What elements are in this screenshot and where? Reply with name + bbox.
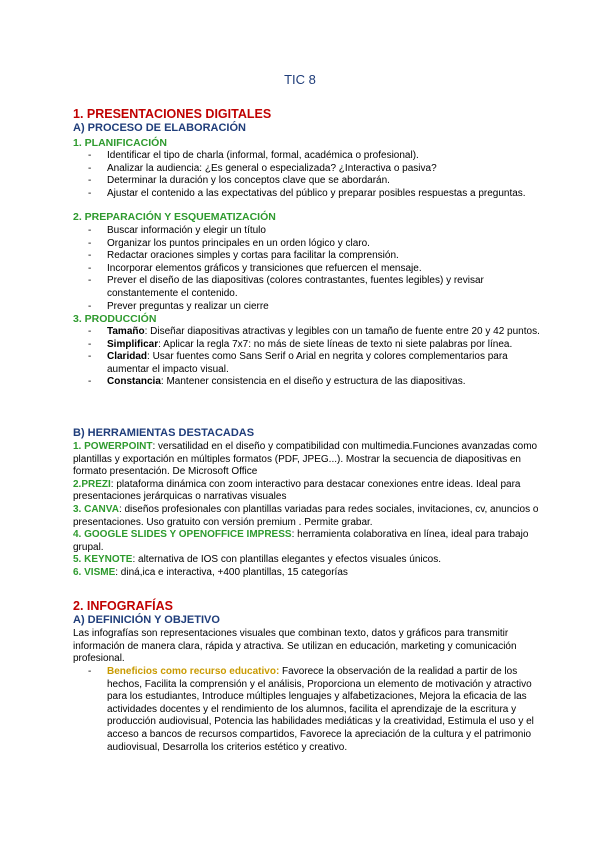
list-item: [88, 376, 540, 389]
list-item: - Determinar la duración y los conceptos clave que se abordarán.: [88, 175, 540, 188]
list-item: - Identificar el tipo de charla (informal, formal, académica o profesional).: [88, 150, 540, 163]
section-1a-heading: A) PROCESO DE ELABORACIÓN: [73, 122, 246, 134]
list-item: [88, 339, 540, 352]
term: Constancia: [107, 376, 161, 388]
tool-desc: : diseños profesionales con plantillas variadas para redes sociales, invitaciones, cv, anuncios o presentaciones. Uso gratuito con versión premium . Permite grabar.: [73, 503, 539, 528]
tools-list: [73, 441, 543, 580]
list-item: [88, 666, 540, 754]
tool-desc: : alternativa de IOS con plantillas elegantes y efectos visuales únicos.: [132, 554, 441, 566]
produccion-heading: 3. PRODUCCIÓN: [73, 313, 157, 325]
tool-desc: : versatilidad en el diseño y compatibilidad con multimedia.Funciones avanzadas como plantillas y exportación en múltiples formatos (PDF, JPEG...). Mostrar la secuencia de diapositivas en formato presentación. De Microsoft Office: [73, 441, 538, 478]
list-item: - Ajustar el contenido a las expectativas del público y preparar posibles respuestas a preguntas.: [88, 188, 540, 201]
list-item: [88, 326, 540, 339]
tool-desc: : herramienta colaborativa en línea, ideal para trabajo grupal.: [73, 529, 529, 553]
tool-item: [73, 504, 543, 529]
term: Claridad: [107, 351, 148, 363]
infografias-intro: Las infografías son representaciones visuales que combinan texto, datos y gráficos para transmitir información de manera clara, rápida y atractiva. Se utilizan en educación, marketing y comunicación profesional.: [73, 628, 517, 665]
benefit-term: Beneficios como recurso educativo:: [107, 666, 280, 677]
tool-name: 1. POWERPOINT: [73, 441, 153, 452]
term-desc: : Aplicar la regla 7x7: no más de siete líneas de texto ni siete palabras por línea.: [158, 338, 513, 350]
section-1-heading: 1. PRESENTACIONES DIGITALES: [73, 107, 272, 121]
tool-name: 6. VISME: [73, 566, 116, 578]
list-item: - Prever el diseño de las diapositivas (colores contrastantes, fuentes legibles) y revisar constantemente el contenido.: [88, 275, 540, 300]
benefits-list: [88, 666, 540, 754]
tool-name: 2.PREZI: [73, 478, 111, 490]
term-desc: : Mantener consistencia en el diseño y estructura de las diapositivas.: [160, 376, 466, 388]
list-item: - Incorporar elementos gráficos y transiciones que refuercen el mensaje.: [88, 263, 540, 276]
list-item: - Analizar la audiencia: ¿Es general o especializada? ¿Interactiva o pasiva?: [88, 163, 540, 176]
tool-desc: : diná,ica e interactiva, +400 plantillas, 15 categorías: [115, 566, 348, 578]
benefit-desc: Favorece la observación de la realidad a partir de los hechos, Facilita la comprensión y el análisis, Proporciona un elemento de motivación y atractivo para los estudiantes, Introduce múltiples lenguajes y alfabetizaciones, Mejora la eficacia de las actividades docentes y el rendimiento de los alumnos, facilita el aprendizaje de la escritura y producción audiovisual, Potencia las habilidades mediáticas y la creatividad, Estimula el uso y el acceso a bancos de recursos compartidos, Favorece la apreciación de la cultura y el patrimonio audiovisual, Desarrolla los criterios estético y creativo.: [107, 666, 534, 753]
tool-item: [73, 479, 543, 504]
list-item: - Organizar los puntos principales en un orden lógico y claro.: [88, 238, 540, 251]
planificacion-list: [88, 150, 540, 200]
section-2a-heading: A) DEFINICIÓN Y OBJETIVO: [73, 614, 220, 626]
produccion-list: [88, 326, 540, 389]
tool-name: 4. GOOGLE SLIDES Y OPENOFFICE IMPRESS: [73, 529, 292, 541]
tool-name: 3. CANVA: [73, 503, 119, 515]
term: Tamaño: [107, 326, 145, 337]
list-item: - Buscar información y elegir un título: [88, 225, 540, 238]
page-title: TIC 8: [284, 72, 316, 87]
list-item: - Prever preguntas y realizar un cierre: [88, 301, 540, 314]
list-item: [88, 351, 540, 376]
term-desc: : Usar fuentes como Sans Serif o Arial en negrita y colores complementarios para aumentar el impacto visual.: [107, 351, 508, 375]
tool-desc: : plataforma dinámica con zoom interactivo para destacar conexiones entre ideas. Ideal para presentaciones jerárquicas o narrativas visuales: [73, 478, 521, 503]
tool-item: [73, 529, 543, 554]
list-item: - Redactar oraciones simples y cortas para facilitar la comprensión.: [88, 250, 540, 263]
term-desc: : Diseñar diapositivas atractivas y legibles con un tamaño de fuente entre 20 y 42 puntos.: [144, 326, 540, 337]
tool-item: [73, 567, 543, 580]
tool-item: [73, 441, 543, 479]
preparacion-list: [88, 225, 540, 313]
preparacion-heading: 2. PREPARACIÓN Y ESQUEMATIZACIÓN: [73, 211, 276, 223]
term: Simplificar: [107, 338, 159, 350]
section-2-heading: 2. INFOGRAFÍAS: [73, 599, 174, 613]
section-1b-heading: B) HERRAMIENTAS DESTACADAS: [73, 427, 255, 439]
tool-name: 5. KEYNOTE: [73, 554, 133, 566]
planificacion-heading: 1. PLANIFICACIÓN: [73, 137, 167, 149]
tool-item: [73, 554, 543, 567]
